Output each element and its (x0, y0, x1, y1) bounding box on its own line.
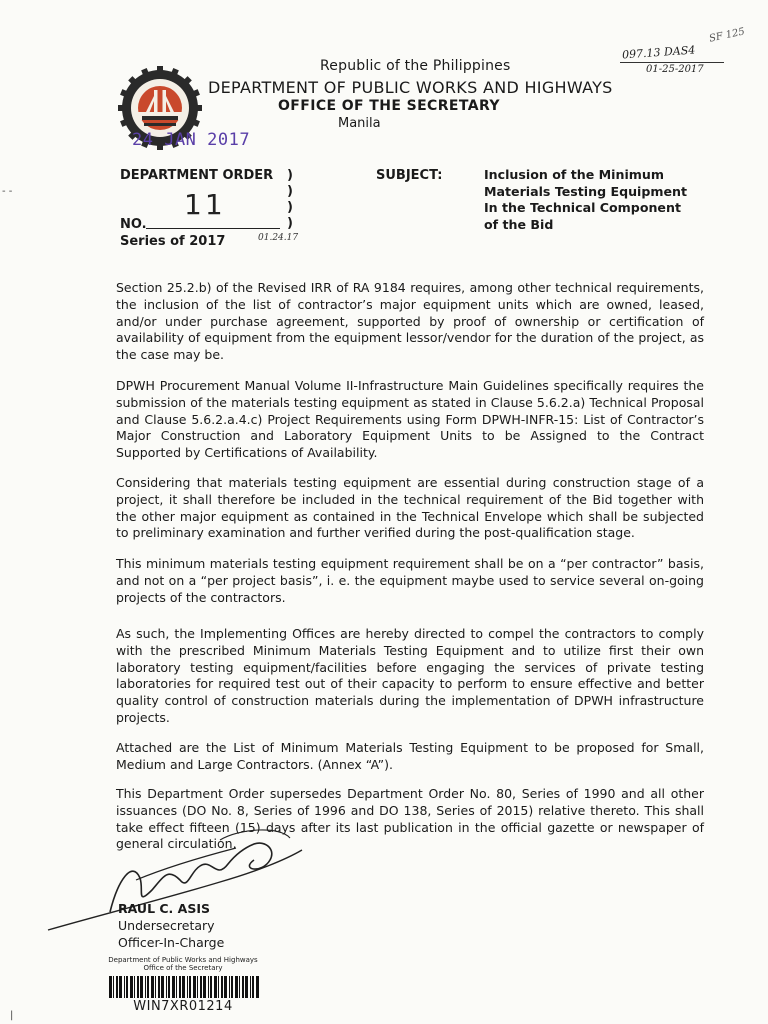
barcode-bar (140, 976, 143, 998)
body-paragraph: Considering that materials testing equipment are essential during construction stage of a project, it shall therefore be included in the technical requirement of the Bid together with the other major equipment as contained in the Technical Envelope which shall be subjected to preliminary examination and further verified during the post-qualification stage. (116, 475, 704, 541)
barcode-bar (214, 976, 217, 998)
seal-gear-tooth (194, 105, 202, 111)
seal-gear-tooth (118, 105, 126, 111)
barcode-bar (113, 976, 114, 998)
barcode-bar (124, 976, 125, 998)
subject-line: Inclusion of the Minimum (484, 167, 664, 182)
barcode-bar (145, 976, 146, 998)
subject-line: Materials Testing Equipment (484, 183, 688, 199)
barcode-graphic (107, 976, 259, 998)
barcode-bar (229, 976, 230, 998)
body-paragraph: As such, the Implementing Offices are hereby directed to compel the contractors to comply with the prescribed Minimum Materials Testing Equipment and to utilize first their own laboratory testing equipment/facilities before engaging the services of private testing laboratories for required test out of their capacity to perform to ensure effective and better quality control of construction materials during the implementation of DPWH infrastructure projects. (116, 626, 704, 725)
barcode-bar (250, 976, 251, 998)
barcode-bar (155, 976, 156, 998)
subject-label: SUBJECT: (376, 168, 443, 183)
series-label: Series of 2017 (120, 234, 226, 249)
barcode-bar (235, 976, 238, 998)
barcode-bar (197, 976, 198, 998)
office-name: OFFICE OF THE SECRETARY (278, 98, 500, 114)
bracket-mark: ) (287, 184, 293, 199)
department-name: DEPARTMENT OF PUBLIC WORKS AND HIGHWAYS (208, 78, 613, 97)
bracket-mark: ) (287, 216, 293, 231)
reference-underline (620, 62, 724, 63)
barcode-bar (239, 976, 240, 998)
republic-line: Republic of the Philippines (320, 58, 511, 74)
barcode-bar (126, 976, 128, 998)
seal-gear-tooth (157, 66, 163, 74)
body-paragraph: Attached are the List of Minimum Materials Testing Equipment to be proposed for Small, Medium and Large Contractors. (Annex “A”). (116, 740, 704, 772)
margin-tick: | (10, 1010, 14, 1021)
city-line: Manila (338, 116, 381, 131)
barcode-bar (221, 976, 223, 998)
barcode-bar (176, 976, 177, 998)
barcode-bar (193, 976, 196, 998)
barcode-bar (231, 976, 233, 998)
barcode-bar (187, 976, 188, 998)
barcode-bar (134, 976, 135, 998)
barcode-bar (252, 976, 254, 998)
barcode-bar (210, 976, 212, 998)
barcode-bar (224, 976, 227, 998)
barcode-bar (158, 976, 160, 998)
barcode-bar (189, 976, 191, 998)
body-paragraph: This Department Order supersedes Department Order No. 80, Series of 1990 and all other issuances (DO No. 8, Series of 1996 and DO 138, Series of 2015) relative thereto. This shall take effect fifteen (15) days after its last publication in the official gazette or newspaper of general circulation. (116, 786, 704, 852)
barcode-bar (168, 976, 170, 998)
barcode-bar (200, 976, 202, 998)
bracket-mark: ) (287, 168, 293, 183)
barcode-bar (242, 976, 244, 998)
series-handwritten-date: 01.24.17 (258, 233, 299, 243)
barcode-bar (245, 976, 248, 998)
barcode-number: WIN7XR01214 (133, 999, 233, 1014)
subject-line: of the Bid (484, 216, 554, 232)
order-no-underline (146, 228, 280, 229)
barcode-bar (256, 976, 259, 998)
margin-tick: - - (2, 186, 13, 197)
stamp-line: Office of the Secretary (143, 964, 223, 972)
receiving-stamp (100, 956, 266, 1014)
barcode-bar (109, 976, 112, 998)
barcode-bar (116, 976, 118, 998)
barcode-bar (208, 976, 209, 998)
handwritten-reference-date: 01-25-2017 (646, 64, 704, 75)
subject-text (484, 167, 714, 233)
body-paragraph: DPWH Procurement Manual Volume II-Infrastructure Main Guidelines specifically requires the submission of the materials testing equipment as stated in Clause 5.6.2.a) Technical Proposal and Clause 5.6.2.a.4.c) Project Requirements using Form DPWH-INFR-15: List of Contractor’s Major Construction and Laboratory Equipment Units to be Assigned to the Contract Supported by Certifications of Availability. (116, 378, 704, 461)
barcode-bar (179, 976, 181, 998)
barcode-bar (218, 976, 219, 998)
barcode-bar (147, 976, 149, 998)
bracket-mark: ) (287, 200, 293, 215)
body-paragraph: Section 25.2.b) of the Revised IRR of RA 9184 requires, among other technical requirements, the inclusion of the list of contractor’s major equipment units which are owned, leased, and/or under purchase agreement, supported by proof of ownership or certification of availability of equipment from the equipment lessor/vendor for the duration of the project, as the case may be. (116, 280, 704, 363)
subject-line: In the Technical Component (484, 200, 681, 216)
received-date-stamp: 24 JAN 2017 (132, 130, 251, 150)
stamp-line: Department of Public Works and Highways (108, 956, 258, 964)
barcode-bar (161, 976, 164, 998)
signatory-title-secondary: Officer-In-Charge (118, 935, 225, 950)
handwritten-corner-note: SF 125 (708, 26, 746, 45)
barcode-bar (137, 976, 139, 998)
body-paragraph: This minimum materials testing equipment requirement shall be on a “per contractor” basis, and not on a “per project basis”, i. e. the equipment maybe used to service several on-going projects of the contractors. (116, 556, 704, 605)
barcode-bar (119, 976, 122, 998)
order-number: 11 (184, 188, 226, 221)
signatory-title: Undersecretary (118, 918, 215, 933)
barcode-bar (151, 976, 154, 998)
barcode-bar (182, 976, 185, 998)
barcode-bar (203, 976, 206, 998)
barcode-bar (166, 976, 167, 998)
order-no-label: NO. (120, 217, 147, 232)
barcode-bar (130, 976, 133, 998)
handwritten-reference-number: 097.13 DAS4 (621, 43, 696, 62)
signatory-name: RAUL C. ASIS (118, 901, 210, 916)
barcode-bar (172, 976, 175, 998)
department-order-label: DEPARTMENT ORDER (120, 168, 274, 183)
